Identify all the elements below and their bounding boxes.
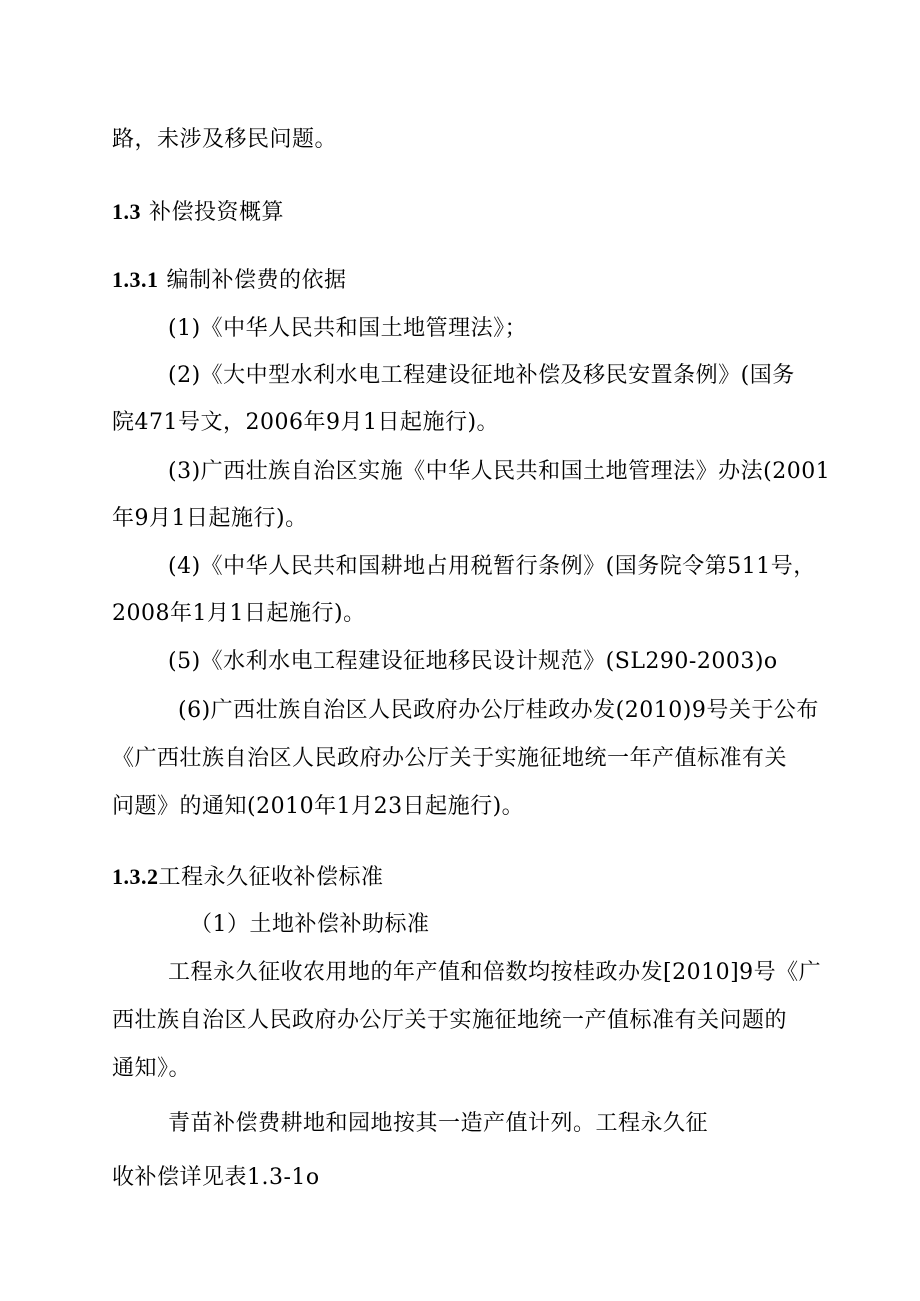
section-heading-1-3 bbox=[112, 198, 284, 227]
paragraph-line: 收补偿详见表1.3-1o bbox=[112, 1165, 320, 1190]
list-item-4: (4)《中华人民共和国耕地占用税暂行条例》(国务院令第511号， bbox=[168, 554, 816, 579]
section-heading-1-3-2 bbox=[112, 863, 384, 892]
section-heading-1-3-1 bbox=[112, 266, 347, 295]
list-item-1: (1)《中华人民共和国土地管理法》； bbox=[168, 316, 528, 341]
list-item-2: (2)《大中型水利水电工程建设征地补偿及移民安置条例》(国务 bbox=[168, 363, 795, 388]
list-item-5: (5)《水利水电工程建设征地移民设计规范》(SL290-2003)o bbox=[168, 649, 778, 674]
paragraph-line: 工程永久征收农用地的年产值和倍数均按桂政办发[2010]9号《广 bbox=[168, 960, 822, 985]
list-item-6-cont: 问题》的通知(2010年1月23日起施行)。 bbox=[112, 794, 525, 819]
subheading-land-compensation: （1）土地补偿补助标准 bbox=[190, 912, 430, 937]
list-item-2-cont: 院471号文，2006年9月1日起施行)。 bbox=[112, 410, 500, 435]
list-item-6: (6)广西壮族自治区人民政府办公厅桂政办发(2010)9号关于公布 bbox=[178, 698, 819, 723]
paragraph-line: 通知》。 bbox=[112, 1056, 192, 1081]
section-number: 1.3.2 bbox=[112, 864, 159, 889]
list-item-3-cont: 年9月1日起施行)。 bbox=[112, 506, 308, 531]
list-item-6-cont: 《广西壮族自治区人民政府办公厅关于实施征地统一年产值标准有关 bbox=[112, 746, 788, 771]
section-number: 1.3.1 bbox=[112, 267, 159, 292]
section-title: 补偿投资概算 bbox=[149, 200, 285, 225]
paragraph-line: 路，未涉及移民问题。 bbox=[112, 127, 338, 152]
section-title: 编制补偿费的依据 bbox=[166, 268, 347, 293]
section-number: 1.3 bbox=[112, 199, 141, 224]
section-title: 工程永久征收补偿标准 bbox=[158, 865, 384, 890]
paragraph-line: 西壮族自治区人民政府办公厅关于实施征地统一产值标准有关问题的 bbox=[112, 1008, 788, 1033]
paragraph-line: 青苗补偿费耕地和园地按其一造产值计列。工程永久征 bbox=[168, 1111, 709, 1136]
list-item-3: (3)广西壮族自治区实施《中华人民共和国土地管理法》办法(2001 bbox=[168, 459, 831, 484]
list-item-4-cont: 2008年1月1日起施行)。 bbox=[112, 601, 366, 626]
